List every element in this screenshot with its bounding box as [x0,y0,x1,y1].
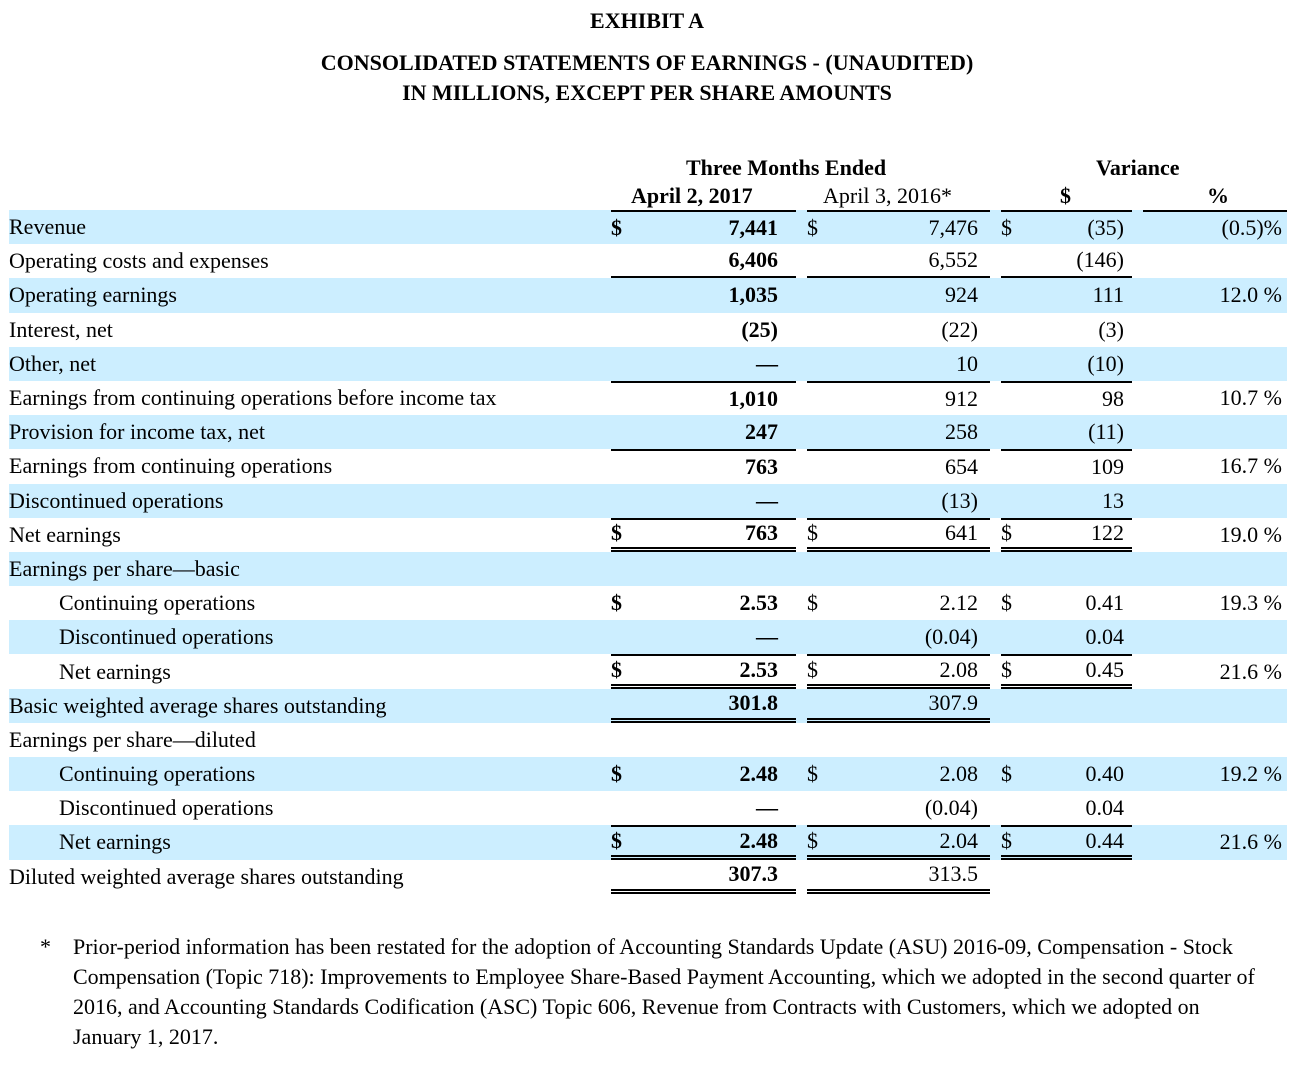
variance-currency-symbol: $ [1001,518,1027,552]
spacer [796,313,807,347]
variance-value: (11) [1027,415,1132,449]
spacer [1132,860,1143,894]
row-label: Provision for income tax, net [9,415,600,449]
current-currency-symbol [611,244,639,278]
prior-currency-symbol [807,347,833,381]
variance-percent [1143,860,1287,894]
variance-value [1027,860,1132,894]
spacer [1132,313,1143,347]
spacer [600,791,611,825]
variance-percent: 19.0 % [1219,521,1282,547]
variance-currency-symbol [1001,860,1027,894]
variance-value: (35) [1027,210,1132,244]
variance-currency-symbol [1001,347,1027,381]
variance-currency-symbol [1001,278,1027,312]
prior-currency-symbol [807,449,833,483]
row-label: Revenue [9,210,600,244]
spacer [600,586,611,620]
spacer [796,381,807,415]
spacer [796,586,807,620]
variance-value: 98 [1027,381,1132,415]
spacer [990,381,1001,415]
prior-currency-symbol [807,791,833,825]
spacer [990,484,1001,518]
table-row [9,415,1287,449]
current-value: 2.53 [639,654,796,688]
spacer [990,757,1001,791]
current-currency-symbol [611,347,639,381]
row-label: Continuing operations [9,757,600,791]
spacer [796,860,807,894]
variance-percent: 19.2 % [1143,757,1287,791]
current-currency-symbol [611,860,639,894]
current-value: 1,010 [639,381,796,415]
current-currency-symbol: $ [611,590,622,616]
header-current-period: April 2, 2017 [631,183,753,208]
variance-value: 122 [1027,518,1132,552]
spacer [796,552,807,586]
variance-percent: 10.7 % [1219,385,1282,411]
prior-value: 924 [833,278,990,312]
current-value: (25) [741,316,778,342]
variance-currency-symbol: $ [1001,590,1012,616]
table-row [9,689,1287,723]
variance-percent: 19.3 % [1219,590,1282,616]
variance-currency-symbol [1001,415,1027,449]
prior-currency-symbol: $ [807,654,833,688]
spacer [990,552,1001,586]
spacer [1132,449,1143,483]
prior-currency-symbol [807,552,833,586]
current-value: — [756,795,778,821]
spacer [600,210,611,244]
current-currency-symbol: $ [611,654,639,688]
current-currency-symbol [611,484,639,518]
table-row [9,484,1287,518]
header-three-months-ended: Three Months Ended [686,155,887,180]
spacer [796,278,807,312]
variance-percent: 16.7 % [1219,453,1282,479]
row-label: Net earnings [9,825,600,859]
spacer [1132,210,1143,244]
variance-currency-symbol [1001,689,1027,723]
prior-value: (0.04) [833,620,990,654]
current-currency-symbol [611,689,639,723]
spacer [1132,278,1143,312]
current-currency-symbol: $ [611,757,639,791]
spacer [600,518,611,552]
statement-title: CONSOLIDATED STATEMENTS OF EARNINGS - (UNAUDITED) [320,50,974,75]
prior-currency-symbol [807,278,833,312]
spacer [990,244,1001,278]
spacer [1132,347,1143,381]
header-prior-period: April 3, 2016* [823,183,952,208]
current-currency-symbol [611,791,639,825]
spacer [600,347,611,381]
prior-value: (13) [833,484,990,518]
current-currency-symbol [611,415,639,449]
spacer [796,244,807,278]
spacer [1132,689,1143,723]
spacer [990,278,1001,312]
variance-percent [1143,313,1287,347]
spacer [1132,552,1143,586]
prior-currency-symbol: $ [807,757,833,791]
row-label: Operating costs and expenses [9,248,269,274]
variance-value: (10) [1027,347,1132,381]
prior-value: 2.08 [833,654,990,688]
prior-value: 7,476 [833,210,990,244]
spacer [796,449,807,483]
spacer [796,654,807,688]
variance-currency-symbol [1001,484,1027,518]
spacer [796,620,807,654]
prior-currency-symbol: $ [807,518,833,552]
spacer [990,347,1001,381]
table-row [9,552,1287,586]
spacer [796,791,807,825]
variance-percent [1143,347,1287,381]
spacer [600,654,611,688]
current-value: 2.53 [739,590,778,616]
spacer [600,620,611,654]
spacer [990,825,1001,859]
variance-percent: 12.0 % [1143,278,1287,312]
table-row [9,244,1287,278]
prior-value: 912 [833,381,990,415]
spacer [990,723,1001,757]
row-label: Net earnings [59,658,171,684]
row-label: Earnings per share—basic [9,552,600,586]
prior-currency-symbol [807,381,833,415]
spacer [796,484,807,518]
current-currency-symbol [611,313,639,347]
table-row [9,757,1287,791]
variance-currency-symbol: $ [1001,654,1027,688]
variance-percent: (0.5)% [1143,210,1287,244]
prior-currency-symbol [807,860,833,894]
prior-currency-symbol [807,620,833,654]
row-label: Basic weighted average shares outstanding [9,689,600,723]
table-row [9,210,1287,244]
spacer [600,415,611,449]
spacer [990,313,1001,347]
prior-value: 313.5 [833,860,990,894]
prior-value: 2.12 [939,590,978,616]
current-value: — [639,620,796,654]
variance-percent [1143,415,1287,449]
prior-currency-symbol: $ [807,590,818,616]
earnings-table [9,210,1287,894]
spacer [796,825,807,859]
spacer [796,210,807,244]
prior-currency-symbol [807,484,833,518]
spacer [990,449,1001,483]
spacer [1132,244,1143,278]
spacer [600,381,611,415]
current-value: 1,035 [639,278,796,312]
table-row [9,723,1287,757]
table-row [9,313,1287,347]
current-value: 763 [639,518,796,552]
spacer [990,791,1001,825]
table-row [9,381,1287,415]
variance-currency-symbol [1001,313,1027,347]
prior-currency-symbol [807,689,833,723]
variance-value: 0.41 [1085,590,1124,616]
spacer [796,415,807,449]
spacer [1132,415,1143,449]
variance-value: (146) [1027,244,1132,278]
row-label: Discontinued operations [59,795,274,821]
spacer [1132,654,1143,688]
spacer [1132,757,1143,791]
statement-subtitle: IN MILLIONS, EXCEPT PER SHARE AMOUNTS [402,80,892,105]
spacer [990,415,1001,449]
variance-percent [1143,723,1287,757]
variance-percent [1143,791,1287,825]
prior-value: 2.08 [833,757,990,791]
header-variance-percent: % [1207,183,1229,208]
prior-value: 654 [833,449,990,483]
variance-currency-symbol: $ [1001,210,1027,244]
current-currency-symbol: $ [611,518,639,552]
current-value: 247 [639,415,796,449]
current-value: — [639,484,796,518]
spacer [600,723,611,757]
spacer [1132,518,1143,552]
spacer [600,757,611,791]
variance-value [1027,552,1132,586]
variance-currency-symbol: $ [1001,825,1027,859]
current-currency-symbol [611,552,639,586]
row-label: Net earnings [9,521,121,547]
spacer [600,860,611,894]
spacer [990,518,1001,552]
table-row [9,518,1287,552]
current-currency-symbol [611,449,639,483]
exhibit-label: EXHIBIT A [590,8,704,33]
current-value: 763 [639,449,796,483]
current-value: 2.48 [639,825,796,859]
spacer [1132,586,1143,620]
prior-currency-symbol [807,723,833,757]
spacer [796,723,807,757]
row-label: Discontinued operations [9,484,600,518]
prior-currency-symbol [807,313,833,347]
spacer [796,518,807,552]
footnote-text: Prior-period information has been restated for the adoption of Accounting Standards Update (ASU) 2016-09, Compensation - Stock Compensation (Topic 718): Improvements to Employee Share-Based Payment Accounting, which we adopted in the second quarter of 2016, and Accounting Standards Codification (ASC) Topic 606, Revenue from Contracts with Customers, which we adopted on January 1, 2017. [73,934,1255,1049]
spacer [990,586,1001,620]
table-row [9,825,1287,859]
current-currency-symbol [611,620,639,654]
table-row [9,278,1287,312]
spacer [600,244,611,278]
spacer [600,278,611,312]
current-value: 301.8 [639,689,796,723]
current-value: — [639,347,796,381]
variance-currency-symbol: $ [1001,757,1027,791]
variance-percent [1143,689,1287,723]
variance-value: 0.04 [1027,620,1132,654]
current-value [639,723,796,757]
variance-currency-symbol [1001,381,1027,415]
prior-value [833,552,990,586]
variance-currency-symbol [1001,244,1027,278]
spacer [1132,723,1143,757]
variance-value: (3) [1098,316,1124,342]
variance-value: 0.04 [1085,795,1124,821]
table-row [9,449,1287,483]
spacer [990,654,1001,688]
row-label: Interest, net [9,316,113,342]
variance-currency-symbol [1001,449,1027,483]
current-value: 7,441 [639,210,796,244]
spacer [1132,791,1143,825]
variance-currency-symbol [1001,620,1027,654]
variance-percent [1143,244,1287,278]
current-value: 307.3 [639,860,796,894]
spacer [990,860,1001,894]
row-label: Earnings from continuing operations before income tax [9,385,497,411]
row-label: Earnings from continuing operations [9,453,333,479]
header-variance: Variance [1096,155,1180,180]
prior-currency-symbol: $ [807,825,833,859]
current-value [639,552,796,586]
table-row [9,791,1287,825]
spacer [1132,825,1143,859]
table-row [9,586,1287,620]
spacer [1132,484,1143,518]
variance-value [1027,689,1132,723]
row-label: Continuing operations [59,590,256,616]
spacer [796,757,807,791]
prior-value: 2.04 [833,825,990,859]
spacer [796,347,807,381]
variance-percent: 21.6 % [1143,825,1287,859]
current-currency-symbol [611,723,639,757]
variance-currency-symbol [1001,791,1027,825]
variance-value: 0.40 [1027,757,1132,791]
spacer [796,689,807,723]
prior-currency-symbol [807,415,833,449]
variance-currency-symbol [1001,552,1027,586]
spacer [600,552,611,586]
variance-percent: 21.6 % [1219,658,1282,684]
spacer [1132,381,1143,415]
prior-value: 307.9 [833,689,990,723]
header-variance-dollar: $ [1060,183,1071,208]
variance-percent [1143,552,1287,586]
table-row [9,654,1287,688]
spacer [990,620,1001,654]
row-label: Diluted weighted average shares outstanding [9,863,404,889]
prior-currency-symbol [807,244,833,278]
prior-value: (22) [941,316,978,342]
variance-value: 109 [1027,449,1132,483]
row-label: Earnings per share—diluted [9,726,256,752]
current-value: 6,406 [639,244,796,278]
row-label: Other, net [9,347,600,381]
spacer [600,313,611,347]
prior-value: 10 [833,347,990,381]
prior-currency-symbol: $ [807,210,833,244]
current-currency-symbol [611,381,639,415]
current-value: 2.48 [639,757,796,791]
row-label: Operating earnings [9,278,600,312]
variance-value: 0.44 [1027,825,1132,859]
spacer [990,210,1001,244]
prior-value [833,723,990,757]
prior-value: 258 [833,415,990,449]
spacer [600,484,611,518]
variance-value: 0.45 [1027,654,1132,688]
variance-value: 13 [1027,484,1132,518]
prior-value: (0.04) [924,795,978,821]
table-row [9,860,1287,894]
current-currency-symbol: $ [611,825,639,859]
variance-value: 111 [1027,278,1132,312]
footnote [40,932,1270,1052]
current-currency-symbol: $ [611,210,639,244]
variance-value [1027,723,1132,757]
table-row [9,620,1287,654]
variance-percent [1143,484,1287,518]
prior-value: 641 [833,518,990,552]
spacer [600,825,611,859]
spacer [1132,620,1143,654]
table-row [9,347,1287,381]
variance-percent [1143,620,1287,654]
spacer [990,689,1001,723]
spacer [600,689,611,723]
footnote-marker: * [40,934,51,959]
row-label: Discontinued operations [9,620,600,654]
current-currency-symbol [611,278,639,312]
variance-currency-symbol [1001,723,1027,757]
prior-value: 6,552 [833,244,990,278]
spacer [600,449,611,483]
